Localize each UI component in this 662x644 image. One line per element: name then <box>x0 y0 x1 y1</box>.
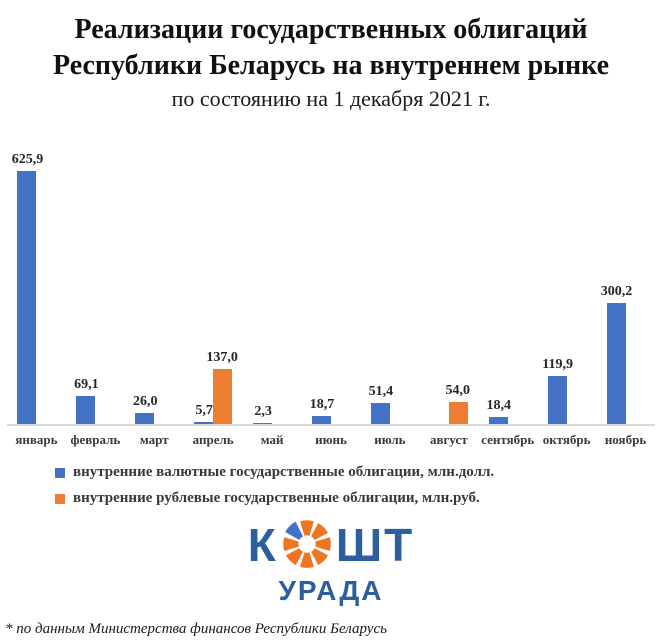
bar-cell <box>302 146 335 424</box>
category-label: май <box>260 432 284 447</box>
chart-subtitle: по состоянию на 1 декабря 2021 г. <box>171 86 491 111</box>
category-slot-1 <box>7 146 66 448</box>
bar-cell <box>626 146 655 424</box>
bar-series1-cat3 <box>135 413 154 424</box>
bar-cell <box>272 146 301 424</box>
category-label: сентябрь <box>481 432 535 447</box>
value-label: 26,0 <box>133 394 158 409</box>
bar-cell <box>125 146 158 424</box>
category-label: март <box>139 432 169 447</box>
category-slot-10 <box>537 146 596 448</box>
bar-cell <box>331 146 360 424</box>
orange-swatch-icon <box>55 494 65 504</box>
value-label: 300,2 <box>600 284 633 299</box>
bar-cell <box>36 146 65 424</box>
bar-cell <box>508 146 537 424</box>
category-slot-7 <box>360 146 419 448</box>
kosht-urada-logo <box>0 516 662 608</box>
bar-series1-cat1 <box>17 171 36 424</box>
value-label: 137,0 <box>206 350 238 365</box>
chart-title-line1: Реализации государственных облигаций <box>74 14 588 45</box>
bar-chart <box>0 146 662 448</box>
category-slot-3 <box>125 146 184 448</box>
logo-letter-k: К <box>247 519 278 571</box>
bar-cell <box>537 146 573 424</box>
value-label: 51,4 <box>368 384 394 399</box>
source-footnote: * по данным Министерства финансов Республики Беларусь <box>5 621 387 637</box>
bar-series1-cat7 <box>371 403 390 424</box>
bar-series1-cat4 <box>194 422 213 424</box>
bar-cell <box>390 146 419 424</box>
category-slot-9 <box>478 146 537 448</box>
bar-series1-cat6 <box>312 416 331 424</box>
value-label: 2,3 <box>254 404 272 419</box>
category-slot-11 <box>596 146 655 448</box>
category-label: апрель <box>192 432 234 447</box>
bar-cell <box>419 146 448 424</box>
category-slot-2 <box>66 146 125 448</box>
legend-item-usd <box>55 464 662 481</box>
category-slot-5 <box>243 146 302 448</box>
category-label: ноябрь <box>604 432 647 447</box>
category-slot-4 <box>184 146 243 448</box>
bar-series1-cat5 <box>253 423 272 424</box>
legend-label-rub: внутренние рублевые государственные облигации, млн.руб. <box>73 490 480 506</box>
legend-label-usd: внутренние валютные государственные облигации, млн.долл. <box>73 464 495 480</box>
bar-cell <box>478 146 511 424</box>
pie-wheel-icon <box>281 516 333 570</box>
category-label: август <box>429 432 468 447</box>
bar-cell <box>7 146 44 424</box>
bar-cell <box>596 146 633 424</box>
chart-legend <box>0 464 662 507</box>
category-label: январь <box>15 432 58 447</box>
bar-series1-cat11 <box>607 303 626 424</box>
value-label: 18,7 <box>309 397 335 412</box>
bar-cell <box>206 146 242 424</box>
bar-series1-cat9 <box>489 417 508 424</box>
bar-cell <box>243 146 272 424</box>
bar-cell <box>567 146 596 424</box>
category-label: июнь <box>315 432 347 447</box>
logo-word-kosht <box>0 516 662 574</box>
value-label: 18,4 <box>486 398 511 413</box>
bar-cell <box>184 146 213 424</box>
value-label: 625,9 <box>11 152 44 167</box>
bar-cell <box>360 146 394 424</box>
bar-series2-cat8 <box>449 402 468 424</box>
bar-series1-cat10 <box>548 376 567 424</box>
value-label: 5,7 <box>195 403 213 418</box>
category-label: февраль <box>70 432 121 447</box>
bar-cell <box>154 146 183 424</box>
value-label: 69,1 <box>74 377 99 392</box>
blue-swatch-icon <box>55 468 65 478</box>
logo-letters-sht: ШТ <box>335 519 415 571</box>
bar-cell <box>445 146 478 424</box>
bar-series2-cat4 <box>213 369 232 424</box>
category-label: июль <box>374 432 406 447</box>
chart-title-line2: Республики Беларусь на внутреннем рынке <box>52 50 609 81</box>
category-slot-6 <box>302 146 361 448</box>
value-label: 54,0 <box>445 383 471 398</box>
logo-word-urada: УРАДА <box>278 575 384 606</box>
category-slot-8 <box>419 146 478 448</box>
category-label: октябрь <box>542 432 591 447</box>
legend-item-rub <box>55 490 662 507</box>
value-label: 119,9 <box>542 357 573 372</box>
bar-series1-cat2 <box>76 396 95 424</box>
bar-cell <box>95 146 124 424</box>
bar-cell <box>66 146 99 424</box>
